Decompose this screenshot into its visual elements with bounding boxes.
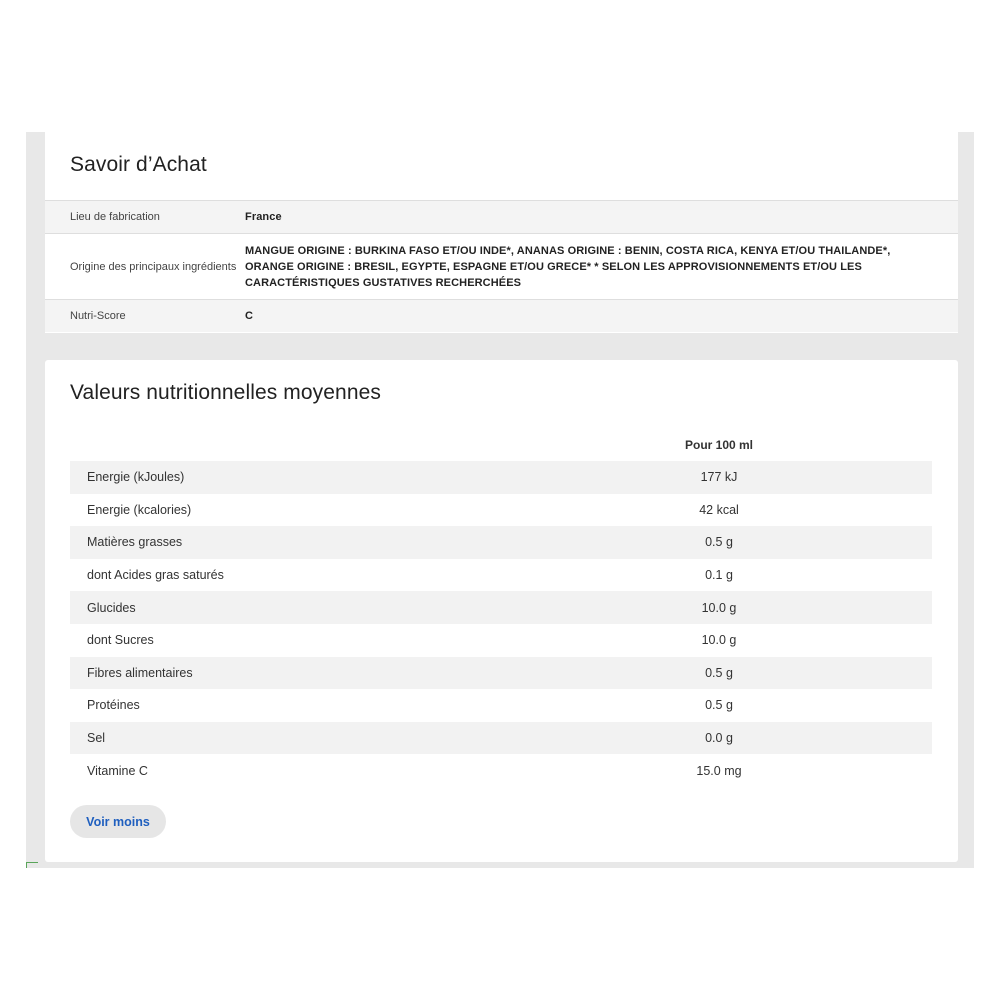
info-label: Nutri-Score: [70, 310, 126, 322]
table-row: [70, 526, 932, 559]
column-header: Pour 100 ml: [684, 438, 754, 452]
row-label: Glucides: [87, 600, 136, 615]
row-value: 42 kcal: [699, 502, 739, 517]
row-label: Energie (kcalories): [87, 502, 192, 517]
info-value: MANGUE ORIGINE : BURKINA FASO ET/OU INDE*, ANANAS ORIGINE : BENIN, COSTA RICA, KENYA ET/OU THAILANDE*, ORANGE ORIGINE : BRESIL, EGYPTE, ESPAGNE ET/OU GRECE* * SELON LES APPROVISIONNEMENTS ET/OU LES CARACTÉRISTIQUES GUSTATIVES RECHERCHÉES: [245, 244, 891, 289]
row-value: 0.5 g: [705, 698, 733, 713]
row-value: 0.5 g: [705, 535, 733, 550]
table-row: [70, 494, 932, 527]
voir-moins-button[interactable]: Voir moins: [70, 805, 166, 838]
nutrition-title: Valeurs nutritionnelles moyennes: [70, 381, 381, 404]
info-row-nutriscore: [45, 299, 958, 332]
table-row: [70, 754, 932, 787]
row-value: 0.1 g: [705, 568, 733, 583]
row-value: 0.0 g: [705, 731, 733, 746]
info-label: Origine des principaux ingrédients: [70, 260, 237, 273]
row-label: dont Sucres: [87, 633, 154, 648]
table-row: [70, 559, 932, 592]
row-label: Fibres alimentaires: [87, 665, 193, 680]
savoir-achat-title: Savoir d’Achat: [70, 153, 207, 176]
info-value: France: [245, 211, 282, 223]
savoir-achat-card: [45, 132, 958, 333]
row-label: dont Acides gras saturés: [87, 568, 224, 583]
row-label: Energie (kJoules): [87, 470, 185, 485]
corner-marker: [26, 862, 38, 868]
row-value: 0.5 g: [705, 665, 733, 680]
table-row: [70, 657, 932, 690]
info-row-lieu: [45, 200, 958, 233]
table-row: [70, 624, 932, 657]
row-label: Sel: [87, 731, 106, 746]
row-value: 10.0 g: [701, 600, 737, 615]
table-row: [70, 722, 932, 755]
info-value: C: [245, 310, 254, 322]
info-row-origine: [45, 233, 958, 299]
nutrition-table: [70, 461, 932, 787]
row-label: Protéines: [87, 698, 140, 713]
info-label: Lieu de fabrication: [70, 211, 160, 223]
nutrition-card: [45, 360, 958, 862]
table-row: [70, 591, 932, 624]
row-value: 15.0 mg: [696, 763, 742, 778]
table-row: [70, 461, 932, 494]
table-row: [70, 689, 932, 722]
nutrition-table-header: [70, 438, 932, 460]
row-label: Vitamine C: [87, 763, 148, 778]
row-value: 10.0 g: [701, 633, 737, 648]
row-value: 177 kJ: [700, 470, 738, 485]
row-label: Matières grasses: [87, 535, 183, 550]
savoir-achat-table: [45, 200, 958, 332]
